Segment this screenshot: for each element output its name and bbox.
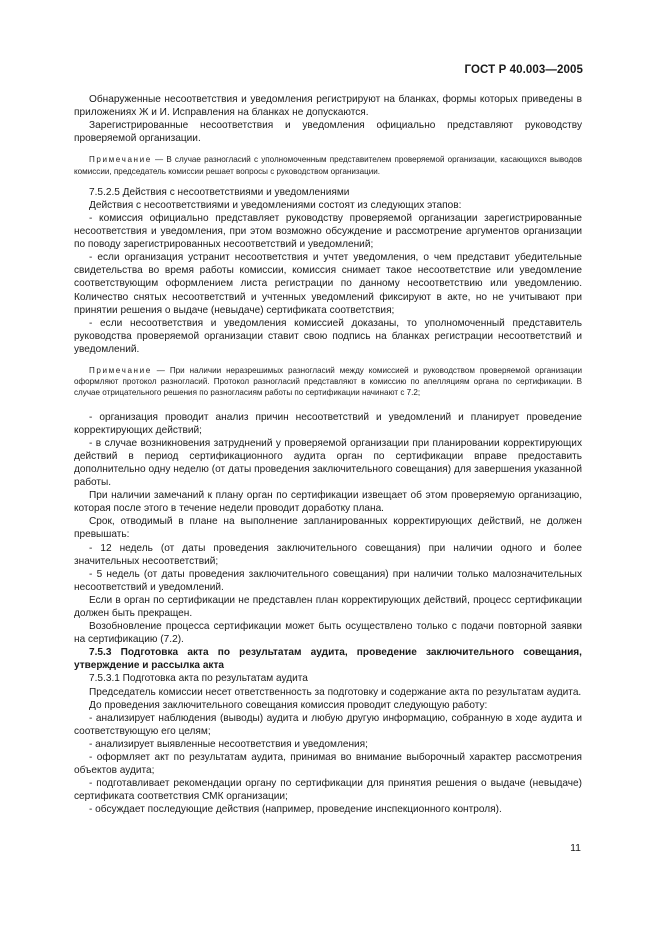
list-item: - в случае возникновения затруднений у проверяемой организации при планировании корректирующих действий в период сертификационного аудита орган по сертификации вправе предоставить дополнительно одну неделю (от даты проведения заключительного совещания) для завершения указанной работы. xyxy=(74,437,582,489)
paragraph: Обнаруженные несоответствия и уведомления регистрируют на бланках, формы которых приведены в приложениях Ж и И. Исправления на бланках не допускаются. xyxy=(74,94,582,119)
note xyxy=(74,365,582,399)
note-label: Примечание xyxy=(89,366,152,375)
list-item: - если несоответствия и уведомления комиссией доказаны, то уполномоченный представитель руководства проверяемой организации ставит свою подпись на бланках регистрации несоответствий и уведомлений. xyxy=(74,317,582,355)
list-item: - комиссия официально представляет руководству проверяемой организации зарегистрированные несоответствия и уведомления, при этом возможно обсуждение и рассмотрение аргументов организации по поводу зарегистрированных несоответствий и уведомлений; xyxy=(74,212,582,251)
section-heading: 7.5.3 Подготовка акта по результатам аудита, проведение заключительного совещания, утверждение и рассылка акта xyxy=(74,647,582,672)
list-item: - если организация устранит несоответствия и учтет уведомления, о чем представит убедительные свидетельства во время работы комиссии, комиссия снимает такое несоответствие или уведомление соответствующим оформлением листа регистрации по данному несоответствию или уведомлению. Количество снятых несоответствий и учтенных уведомлений фиксируют в акте, но не учитывают при принятии решения о выдаче (невыдаче) сертификата соответствия; xyxy=(74,252,582,316)
note-text: — При наличии неразрешимых разногласий между комиссией и руководством проверяемой организации оформляют протокол разногласий. Протокол разногласий представляют в комиссию по апелляциям органа по сертификации. В случае отрицательного решения по разногласиям работы по сертификации начинают с 7.2; xyxy=(74,366,582,398)
list-item: - обсуждает последующие действия (например, проведение инспекционного контроля). xyxy=(89,804,502,816)
paragraph: При наличии замечаний к плану орган по сертификации извещает об этом проверяемую организацию, которая после этого в течение недели проводит доработку плана. xyxy=(74,490,582,515)
list-item: - анализирует наблюдения (выводы) аудита и любую другую информацию, собранную в ходе аудита и соответствующую его целям; xyxy=(74,712,582,737)
list-item: - анализирует выявленные несоответствия и уведомления; xyxy=(89,738,368,750)
clause-heading: 7.5.2.5 Действия с несоответствиями и уведомлениями xyxy=(89,186,350,198)
paragraph: Председатель комиссии несет ответственность за подготовку и содержание акта по результатам аудита. xyxy=(89,686,582,698)
list-item: - подготавливает рекомендации органу по сертификации для принятия решения о выдаче (невыдаче) сертификата соответствия СМК организации; xyxy=(74,778,582,803)
paragraph: Срок, отводимый в плане на выполнение запланированных корректирующих действий, не должен превышать: xyxy=(74,516,582,541)
paragraph: Зарегистрированные несоответствия и уведомления официально представляют руководству проверяемой организации. xyxy=(74,120,582,145)
paragraph: До проведения заключительного совещания комиссия проводит следующую работу: xyxy=(89,699,488,711)
note-text: — В случае разногласий с уполномоченным представителем проверяемой организации, касающихся выводов комиссии, председатель комиссии решает вопросы с руководством организации. xyxy=(74,155,582,176)
page-body xyxy=(74,93,582,817)
page-number: 11 xyxy=(570,842,581,854)
note-label: Примечание xyxy=(89,155,152,165)
clause-heading: 7.5.3.1 Подготовка акта по результатам аудита xyxy=(89,673,308,685)
paragraph: Возобновление процесса сертификации может быть осуществлено только с подачи повторной заявки на сертификацию (7.2). xyxy=(74,621,582,646)
note xyxy=(74,154,582,176)
list-item: - 12 недель (от даты проведения заключительного совещания) при наличии одного и более значительных несоответствий; xyxy=(74,542,582,567)
document-code: ГОСТ Р 40.003—2005 xyxy=(464,64,583,76)
list-item: - 5 недель (от даты проведения заключительного совещания) при наличии только малозначительных несоответствий и уведомлений. xyxy=(74,568,582,593)
paragraph: Если в орган по сертификации не представлен план корректирующих действий, процесс сертификации должен быть прекращен. xyxy=(74,594,582,620)
list-item: - организация проводит анализ причин несоответствий и уведомлений и планирует проведение корректирующих действий; xyxy=(74,411,582,436)
paragraph: Действия с несоответствиями и уведомлениями состоят из следующих этапов: xyxy=(89,199,462,211)
list-item: - оформляет акт по результатам аудита, принимая во внимание выборочный характер рассмотрения объектов аудита; xyxy=(74,752,582,777)
